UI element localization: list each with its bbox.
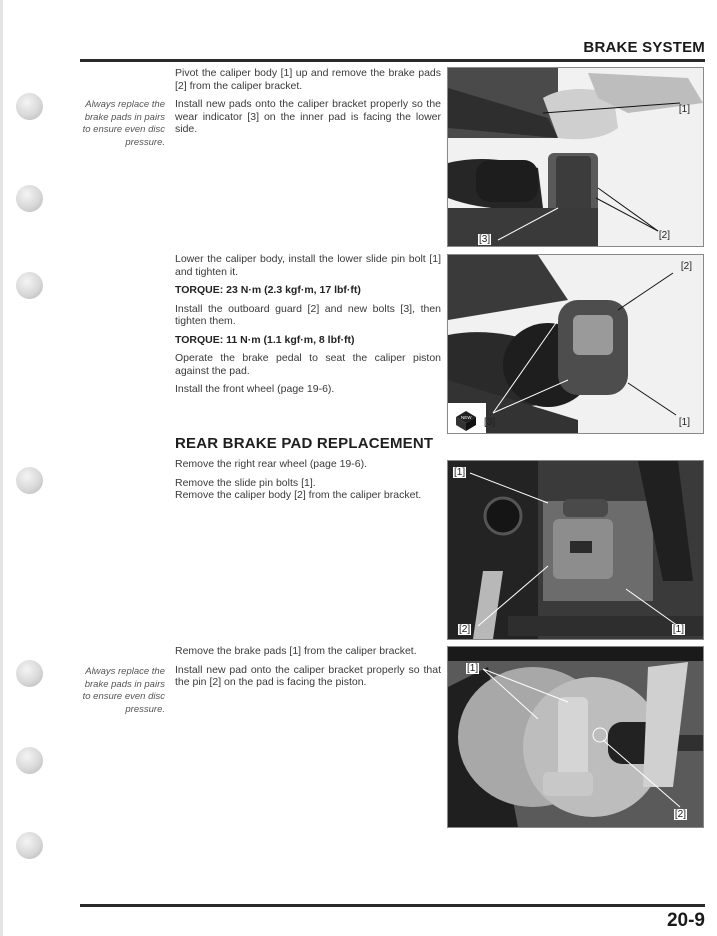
side-note-line: brake pads in pairs (84, 111, 165, 123)
callout-label: [2] (680, 261, 692, 272)
instruction: Operate the brake pedal to seat the caliper piston against the pad. (175, 352, 441, 377)
rear-steps-1 (175, 458, 441, 508)
side-note (60, 99, 165, 149)
side-note-line: to ensure even disc (82, 691, 165, 702)
instruction: Lower the caliper body, install the lower slide pin bolt [1] and tighten it. (175, 253, 441, 278)
front-steps-2 (175, 253, 441, 402)
instruction: Remove the right rear wheel (page 19-6). (175, 458, 368, 470)
caliper-photo-illustration (448, 461, 703, 639)
side-note-line: to ensure even disc (82, 124, 165, 135)
torque-spec: TORQUE: 23 N·m (2.3 kgf·m, 17 lbf·ft) (175, 284, 361, 296)
caliper-photo-illustration (448, 68, 703, 246)
callout-label: [3] (479, 234, 491, 245)
side-note-line: Always replace the (85, 666, 165, 677)
side-note-line: pressure. (125, 703, 165, 715)
binder-hole-icon (16, 185, 43, 212)
figure-rear-caliper (447, 460, 704, 640)
svg-text:NEW: NEW (461, 415, 472, 420)
section-heading: REAR BRAKE PAD REPLACEMENT (175, 435, 434, 452)
section-title: BRAKE SYSTEM (583, 39, 705, 56)
binder-hole-icon (16, 660, 43, 687)
page-number: 20-9 (666, 910, 705, 931)
side-note (60, 666, 165, 716)
instruction: Install the front wheel (page 19-6). (175, 383, 335, 395)
callout-label: [1] (678, 104, 690, 115)
instruction: Remove the brake pads [1] from the caliper bracket. (175, 645, 417, 657)
figure-rear-pad-install (447, 646, 704, 828)
instruction: Remove the slide pin bolts [1]. (175, 476, 316, 489)
caliper-photo-illustration (448, 647, 703, 827)
callout-label: [1] (467, 663, 479, 674)
callout-label: [3] (484, 417, 496, 428)
callout-label: [1] (672, 624, 684, 635)
binder-hole-icon (16, 747, 43, 774)
figure-front-caliper-install (447, 254, 704, 434)
caliper-photo-illustration (448, 255, 703, 433)
callout-label: [2] (658, 230, 670, 241)
side-note-line: pressure. (125, 136, 165, 148)
callout-label: [2] (459, 624, 471, 635)
binder-hole-icon (16, 272, 43, 299)
footer-rule (80, 904, 705, 907)
page-edge (0, 0, 3, 936)
binder-hole-icon (16, 467, 43, 494)
instruction: Install new pads onto the caliper bracket properly so the wear indicator [3] on the inner pad is facing the lower side. (175, 98, 441, 135)
instruction: Install new pad onto the caliper bracket properly so that the pin [2] on the pad is facing the piston. (175, 663, 441, 688)
side-note-line: Always replace the (85, 99, 165, 110)
torque-spec: TORQUE: 11 N·m (1.1 kgf·m, 8 lbf·ft) (175, 333, 355, 346)
callout-label: [1] (678, 417, 690, 428)
side-note-line: brake pads in pairs (84, 678, 165, 690)
callout-label: [2] (674, 809, 686, 820)
rear-steps-2 (175, 645, 441, 695)
instruction: Install the outboard guard [2] and new bolts [3], then tighten them. (175, 302, 441, 327)
binder-hole-icon (16, 93, 43, 120)
instruction: Remove the caliper body [2] from the caliper bracket. (175, 489, 422, 501)
front-steps-1 (175, 67, 441, 142)
header-rule (80, 59, 705, 62)
instruction: Pivot the caliper body [1] up and remove the brake pads [2] from the caliper bracket. (175, 67, 441, 92)
callout-label: [1] (454, 467, 466, 478)
binder-hole-icon (16, 832, 43, 859)
figure-front-caliper-pivot (447, 67, 704, 247)
